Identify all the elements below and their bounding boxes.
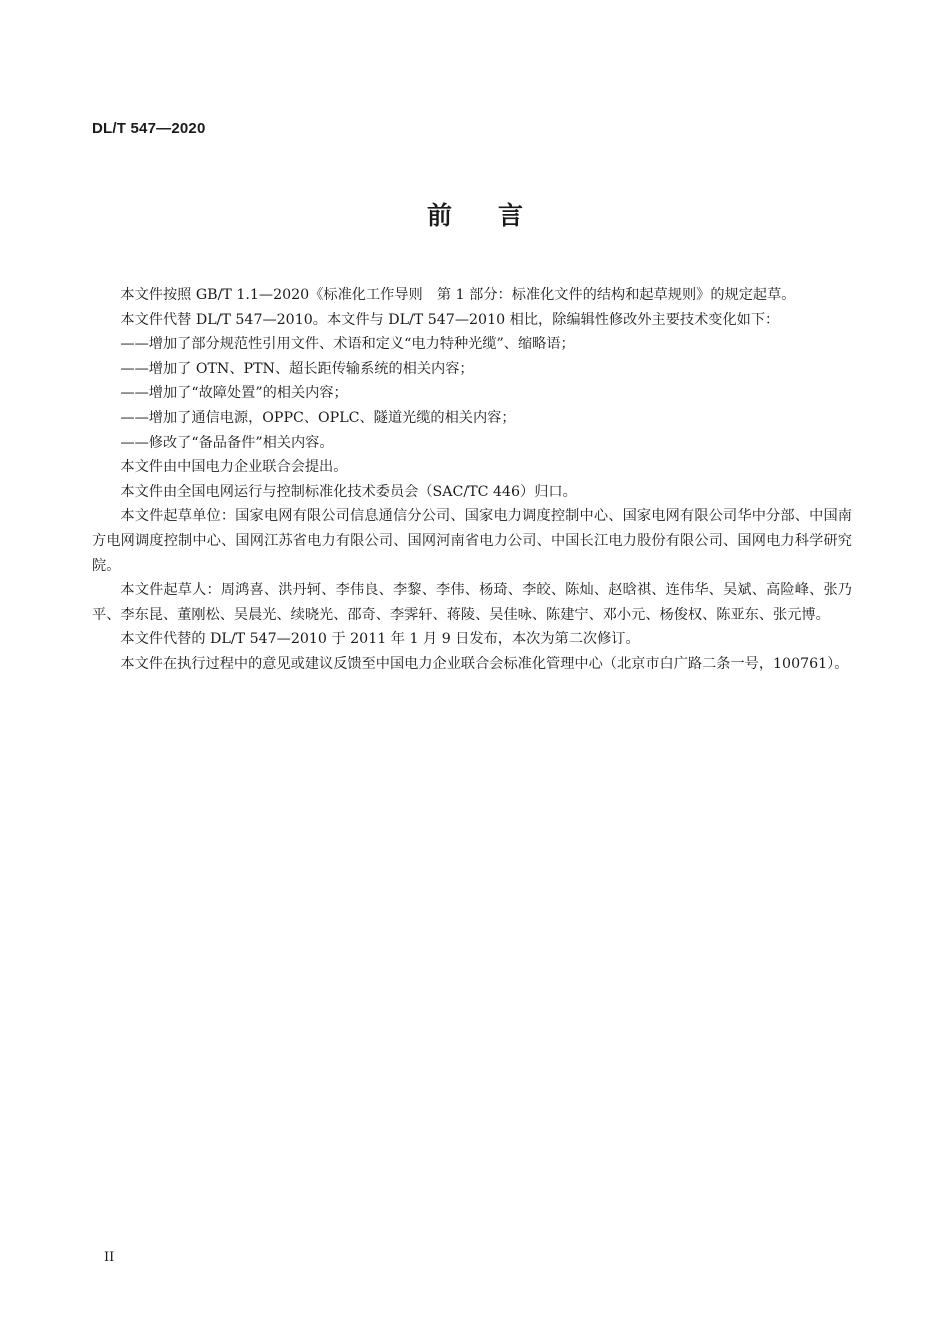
- foreword-body: [92, 283, 852, 677]
- paragraph-proposer: 本文件由中国电力企业联合会提出。: [120, 459, 348, 476]
- paragraph-feedback: 本文件在执行过程中的意见或建议反馈至中国电力企业联合会标准化管理中心（北京市白广路二条一号，100761）。: [120, 655, 849, 672]
- paragraph-revision-history: 本文件代替的 DL/T 547—2010 于 2011 年 1 月 9 日发布，本次为第二次修订。: [120, 631, 640, 648]
- document-code: DL/T 547—2020: [92, 120, 206, 137]
- list-item-change: ——增加了部分规范性引用文件、术语和定义“电力特种光缆”、缩略语；: [120, 336, 575, 353]
- paragraph-replacement: 本文件代替 DL/T 547—2010。本文件与 DL/T 547—2010 相比，除编辑性修改外主要技术变化如下：: [120, 311, 780, 328]
- page-number: II: [104, 1250, 115, 1265]
- paragraph-committee: 本文件由全国电网运行与控制标准化技术委员会（SAC/TC 446）归口。: [120, 483, 577, 500]
- list-item-change: ——增加了 OTN、PTN、超长距传输系统的相关内容；: [120, 360, 474, 377]
- list-item-change: ——增加了通信电源，OPPC、OPLC、隧道光缆的相关内容；: [120, 409, 516, 426]
- paragraph-drafting-units: 本文件起草单位：国家电网有限公司信息通信分公司、国家电力调度控制中心、国家电网有限公司华中分部、中国南方电网调度控制中心、国网江苏省电力有限公司、国网河南省电力公司、中国长江电力股份有限公司、国网电力科学研究院。: [92, 508, 852, 574]
- list-item-change: ——增加了“故障处置”的相关内容；: [120, 385, 348, 402]
- paragraph-drafting-basis: 本文件按照 GB/T 1.1—2020《标准化工作导则 第 1 部分：标准化文件的结构和起草规则》的规定起草。: [120, 287, 796, 303]
- paragraph-drafters: 本文件起草人：周鸿喜、洪丹轲、李伟良、李黎、李伟、杨琦、李皎、陈灿、赵晗祺、连伟华、吴斌、高险峰、张乃平、李东昆、董刚松、吴晨光、续晓光、邵奇、李霁轩、蒋陵、吴佳咏、陈建宁、邓小元、杨俊权、陈亚东、张元博。: [92, 582, 852, 623]
- list-item-change: ——修改了“备品备件”相关内容。: [120, 434, 334, 451]
- page-title: 前言: [426, 201, 569, 230]
